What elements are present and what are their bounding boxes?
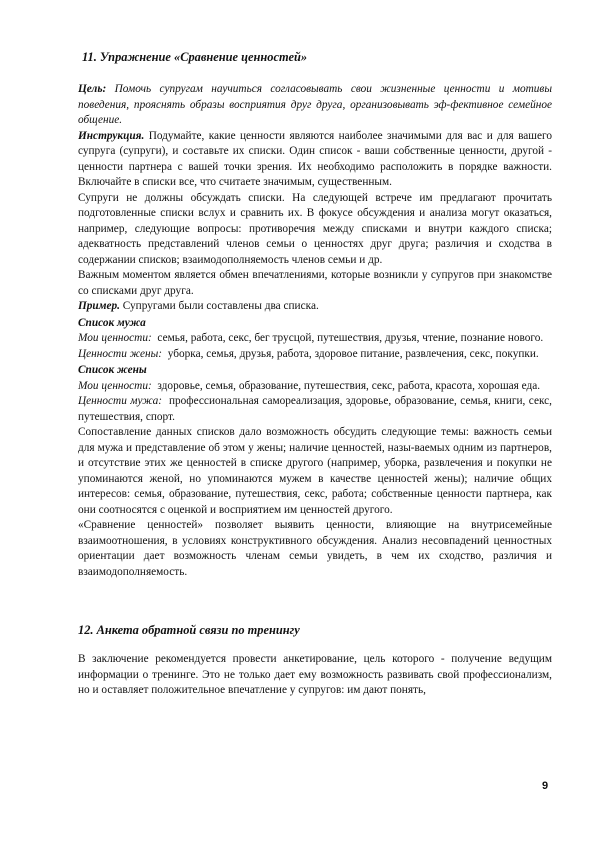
husband-wife-values xyxy=(78,347,552,363)
husband-own-values xyxy=(78,331,552,347)
wife-own-label: Мои ценности: xyxy=(78,379,152,392)
example-paragraph xyxy=(78,299,552,315)
wife-own-values xyxy=(78,379,552,395)
final-paragraph: «Сравнение ценностей» позволяет выявить ценности, влияющие на внутрисемейные взаимоотношения, в условиях конструктивного обсуждения. Анализ несовпадений ценностных ориентации дает возможность членам семьи увидеть, в чем их сходство, различия и взаимодополняемость. xyxy=(78,519,552,578)
page-number: 9 xyxy=(542,780,549,792)
page-content xyxy=(78,50,552,699)
husband-own-text: семья, работа, секс, бег трусцой, путешествия, друзья, чтение, познание нового. xyxy=(157,332,544,344)
husband-list-title-text: Список мужа xyxy=(78,316,146,329)
goal-label: Цель: xyxy=(78,83,107,95)
wife-own-text: здоровье, семья, образование, путешествия, секс, работа, красота, хорошая еда. xyxy=(157,379,541,392)
important-paragraph: Важным моментом является обмен впечатлениями, которые возникли у супругов при знакомстве со списками друг друга. xyxy=(78,269,552,297)
section-11-heading: 11. Упражнение «Сравнение ценностей» xyxy=(82,50,308,64)
goal-paragraph xyxy=(78,82,552,129)
husband-wife-label: Ценности жены: xyxy=(78,347,163,360)
husband-wife-text: уборка, семья, друзья, работа, здоровое питание, развлечения, секс, покупки. xyxy=(167,347,539,360)
wife-list-title-text: Список жены xyxy=(78,364,147,376)
compare-paragraph: Сопоставление данных списков дало возможность обсудить следующие темы: важность семьи для мужа и представление об этом у жены; наличие ценностей, назы-ваемых одним из партнеров, и отсутствие этих же ценностей в списке другого (например, уборка, развлечения и покупки не упоминаются женой, но упоминаются мужем в качестве ценностей жены); наличие общих интересов: семья, образование, путешествия, секс, работа; собственные ценности партнера, как они соотносятся с оценкой и восприятием им ценностей другого. xyxy=(78,426,552,516)
wife-husband-values xyxy=(78,394,552,425)
section-spacer xyxy=(78,580,552,623)
spouses-paragraph: Супруги не должны обсуждать списки. На следующей встрече им предлагают прочитать подготовленные списки вслух и сравнить их. В фокусе обсуждения и анализа могут оказаться, например, следующие вопросы: противоречия между списками и внутри каждого списка; адекватность представлений членов семьи о ценностях друг друга; различия и сходства в содержании списков; взаимодополняемость членов семьи и др. xyxy=(78,191,552,266)
section-12-heading: 12. Анкета обратной связи по тренингу xyxy=(78,623,300,637)
instruction-label: Инструкция. xyxy=(78,129,145,142)
feedback-paragraph: В заключение рекомендуется провести анкетирование, цель которого - получение ведущим информации о тренинге. Это не только дает ему возможность развивать свой профессионализм, но и оставляет положительное впечатление у супругов: им дают понять, xyxy=(78,653,552,696)
wife-husband-text: профессиональная самореализация, здоровье, образование, семья, книги, секс, путешествия, спорт. xyxy=(78,395,553,423)
husband-own-label: Мои ценности: xyxy=(78,332,152,344)
instruction-paragraph xyxy=(78,129,552,191)
instruction-text: Подумайте, какие ценности являются наиболее значимыми для вас и для вашего супруга (супруги), и составьте их списки. Один список - ваши собственные ценности, другой - ценности партнера с вашей точки зрения. Их необходимо расположить в порядке важности. Включайте в списки все, что считаете значимым, существенным. xyxy=(78,129,552,188)
husband-list-title xyxy=(78,316,552,332)
goal-text: Помочь супругам научиться согласовывать свои жизненные ценности и мотивы поведения, прояснять образы восприятия друг друга, организовывать эф-фективное семейное общение. xyxy=(78,83,552,126)
wife-husband-label: Ценности мужа: xyxy=(78,395,163,407)
example-label: Пример. xyxy=(78,300,120,312)
wife-list-title xyxy=(78,363,552,379)
example-text: Супругами были составлены два списка. xyxy=(122,300,319,312)
